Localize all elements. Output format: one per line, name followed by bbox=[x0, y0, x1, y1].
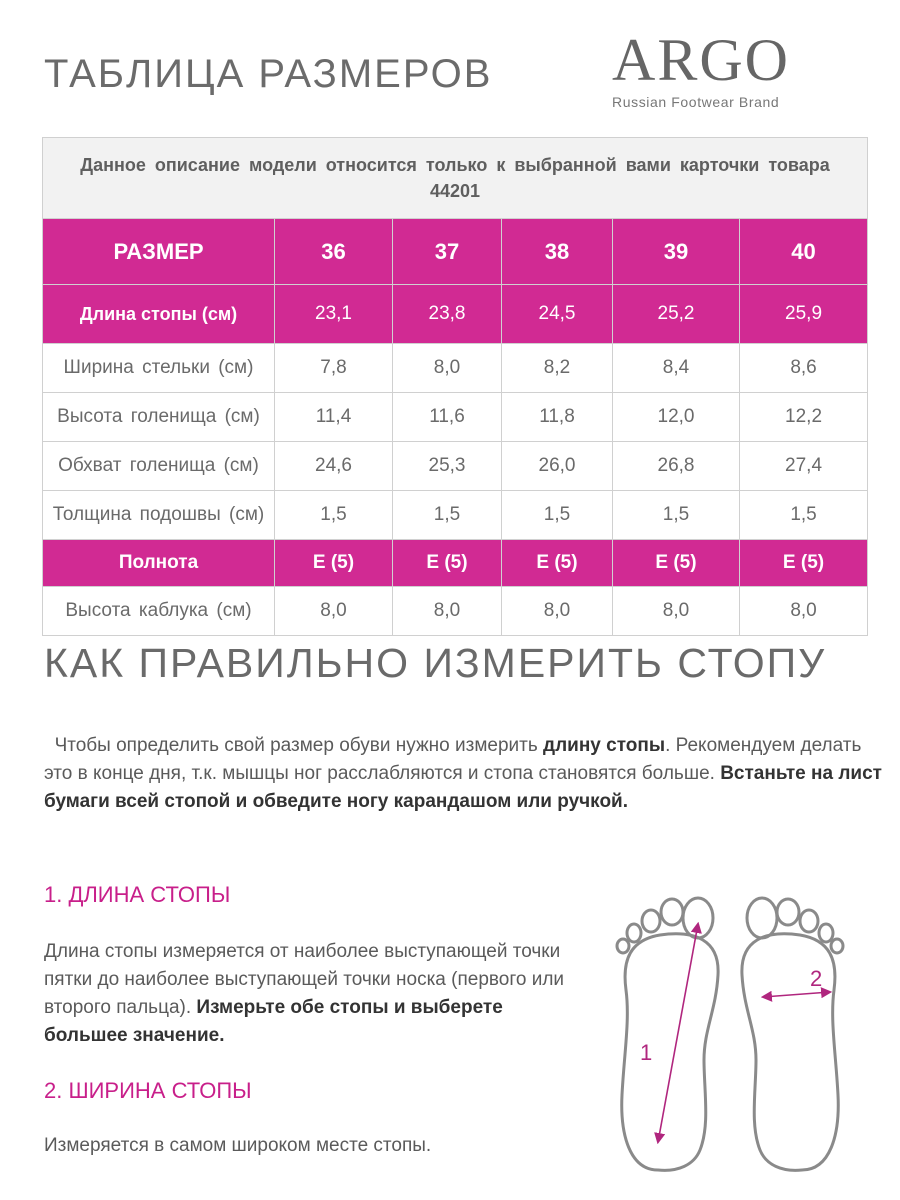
section-foot-length-title: 1. ДЛИНА СТОПЫ bbox=[44, 882, 231, 907]
size-header: 39 bbox=[613, 219, 740, 285]
table-row bbox=[43, 491, 868, 540]
size-header: 40 bbox=[740, 219, 868, 285]
feet-diagram bbox=[600, 880, 870, 1180]
table-cell: 12,0 bbox=[613, 393, 740, 442]
page-title: ТАБЛИЦА РАЗМЕРОВ bbox=[44, 52, 493, 96]
left-foot-outline bbox=[617, 898, 718, 1170]
table-row bbox=[43, 344, 868, 393]
table-cell: E (5) bbox=[275, 540, 393, 587]
table-cell: 1,5 bbox=[613, 491, 740, 540]
table-cell: E (5) bbox=[393, 540, 502, 587]
width-label: 2 bbox=[810, 966, 823, 991]
table-cell: 8,0 bbox=[393, 587, 502, 636]
row-label: Полнота bbox=[43, 540, 275, 587]
table-cell: 8,0 bbox=[613, 587, 740, 636]
table-header-row bbox=[43, 219, 868, 285]
table-cell: E (5) bbox=[613, 540, 740, 587]
table-cell: 11,6 bbox=[393, 393, 502, 442]
foot-length-row bbox=[43, 285, 868, 344]
table-cell: 8,0 bbox=[275, 587, 393, 636]
size-header: 37 bbox=[393, 219, 502, 285]
table-cell: 27,4 bbox=[740, 442, 868, 491]
width-arrow bbox=[763, 992, 830, 997]
table-row bbox=[43, 393, 868, 442]
table-cell: 8,0 bbox=[502, 587, 613, 636]
table-cell: 8,0 bbox=[740, 587, 868, 636]
section-foot-length-text: Длина стопы измеряется от наиболее выступающей точки пятки до наиболее выступающей точки носка (первого или второго пальца). Измерьте обе стопы и выберете большее значение. bbox=[44, 941, 565, 1046]
table-cell: 25,2 bbox=[613, 285, 740, 344]
row-label: Ширина стельки (см) bbox=[43, 344, 275, 393]
section-foot-width-title: 2. ШИРИНА СТОПЫ bbox=[44, 1078, 252, 1103]
length-arrow bbox=[658, 924, 698, 1142]
size-header-label: РАЗМЕР bbox=[43, 219, 275, 285]
size-table bbox=[42, 137, 868, 636]
table-cell: 23,1 bbox=[275, 285, 393, 344]
right-foot-outline bbox=[742, 898, 843, 1170]
table-cell: 8,6 bbox=[740, 344, 868, 393]
table-row bbox=[43, 587, 868, 636]
table-cell: 8,0 bbox=[393, 344, 502, 393]
table-note: Данное описание модели относится только к выбранной вами карточки товара 44201 bbox=[43, 138, 868, 219]
table-cell: 11,4 bbox=[275, 393, 393, 442]
table-cell: 12,2 bbox=[740, 393, 868, 442]
measure-intro: Чтобы определить свой размер обуви нужно измерить длину стопы. Рекомендуем делать это в конце дня, т.к. мышцы ног расслабляются и стопа становятся больше. Встаньте на лист бумаги всей стопой и обведите ногу карандашом или ручкой. bbox=[44, 735, 882, 812]
table-row bbox=[43, 442, 868, 491]
row-label: Длина стопы (см) bbox=[43, 285, 275, 344]
table-cell: 8,4 bbox=[613, 344, 740, 393]
row-label: Высота каблука (см) bbox=[43, 587, 275, 636]
fullness-row bbox=[43, 540, 868, 587]
table-cell: 1,5 bbox=[740, 491, 868, 540]
table-cell: E (5) bbox=[740, 540, 868, 587]
table-cell: 1,5 bbox=[393, 491, 502, 540]
table-cell: 1,5 bbox=[502, 491, 613, 540]
table-cell: 25,9 bbox=[740, 285, 868, 344]
table-cell: 7,8 bbox=[275, 344, 393, 393]
table-cell: 23,8 bbox=[393, 285, 502, 344]
measure-title: КАК ПРАВИЛЬНО ИЗМЕРИТЬ СТОПУ bbox=[44, 640, 827, 686]
row-label: Толщина подошвы (см) bbox=[43, 491, 275, 540]
row-label: Обхват голенища (см) bbox=[43, 442, 275, 491]
table-cell: 8,2 bbox=[502, 344, 613, 393]
row-label: Высота голенища (см) bbox=[43, 393, 275, 442]
table-cell: 26,0 bbox=[502, 442, 613, 491]
table-cell: 1,5 bbox=[275, 491, 393, 540]
table-cell: 11,8 bbox=[502, 393, 613, 442]
table-cell: 24,6 bbox=[275, 442, 393, 491]
size-header: 38 bbox=[502, 219, 613, 285]
length-label: 1 bbox=[640, 1040, 653, 1065]
brand-subtitle: Russian Footwear Brand bbox=[612, 94, 780, 110]
table-cell: 26,8 bbox=[613, 442, 740, 491]
table-cell: 24,5 bbox=[502, 285, 613, 344]
table-cell: E (5) bbox=[502, 540, 613, 587]
table-cell: 25,3 bbox=[393, 442, 502, 491]
section-foot-width-text: Измеряется в самом широком месте стопы. bbox=[44, 1135, 432, 1156]
size-header: 36 bbox=[275, 219, 393, 285]
brand-logo: ARGO bbox=[612, 27, 791, 93]
